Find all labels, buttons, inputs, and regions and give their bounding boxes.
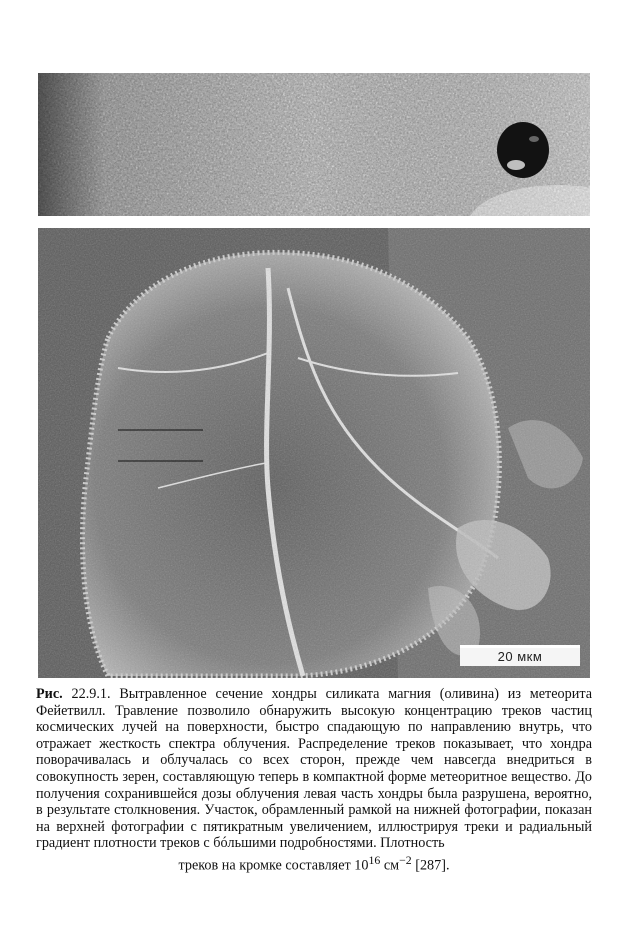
track-density-value: 10	[354, 857, 369, 874]
bottom-photo-chondrule-section	[38, 228, 590, 678]
caption-last-line-prefix: треков на кромке составляет	[178, 857, 351, 874]
caption-last-line	[36, 852, 592, 874]
top-photo-magnified-tracks	[38, 73, 590, 216]
track-density-unit: см	[383, 857, 400, 874]
scale-bar	[460, 645, 580, 666]
dark-inclusion	[497, 122, 549, 178]
bottom-photo-image	[38, 228, 590, 678]
caption-label: Рис.	[36, 686, 63, 702]
caption-paragraph	[36, 686, 592, 852]
top-photo-image	[38, 73, 590, 216]
caption-number: 22.9.1.	[71, 686, 111, 702]
scale-bar-label: 20 мкм	[497, 649, 543, 664]
figure-caption	[36, 686, 592, 874]
caption-text: Вытравленное сечение хондры силиката магния (оливина) из метеорита Фейетвилл. Травление позволило обнаружить высокую концентрацию треков частиц космических лучей на поверхности, быстро спадающую по направлению внутрь, что отражает жесткость спектра облучения. Распределение треков показывает, что хондра поворачивалась и облучалась со всех сторон, прежде чем навсегда внедриться в совокупность зерен, составляющую теперь в компактной форме метеоритное вещество. До получения сохранившейся дозы облучения левая часть хондры была разрушена, вероятно, в результате столкновения. Участок, обрамленный рамкой на нижней фотографии, показан на верхней фотографии с пятикратным увеличением, иллюстрируя треки и радиальный градиент плотности треков с бóльшими подробностями. Плотность	[36, 686, 592, 852]
track-density-exponent: 16	[368, 852, 381, 867]
reference: [287].	[415, 857, 450, 874]
unit-exponent: −2	[399, 852, 412, 867]
